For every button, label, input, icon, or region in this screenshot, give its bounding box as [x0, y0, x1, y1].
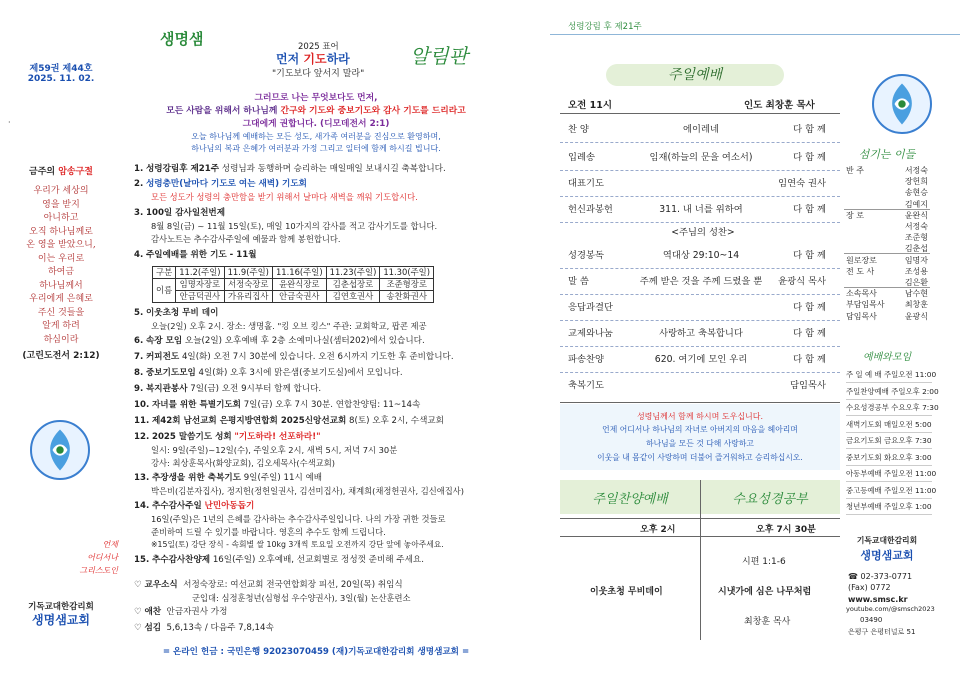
zip-code: 03490	[860, 616, 883, 624]
intro-line-1: 그러므로 나는 무엇보다도 먼저,	[254, 93, 378, 103]
service-title: 주일예배	[667, 67, 723, 83]
service-leader: 다 함 께	[793, 250, 826, 261]
server-row	[844, 299, 930, 310]
server-role: 부담임목사	[846, 300, 885, 310]
dashed-divider	[560, 268, 840, 269]
server-row	[844, 187, 930, 198]
service-leader: 다 함 께	[793, 328, 826, 339]
handwriting-slogan: 언제 어디서나 그리스도인	[79, 540, 118, 575]
church-logo-icon	[874, 76, 930, 132]
heart-icon: ♡	[134, 607, 142, 617]
issue-date: 2025. 11. 02.	[27, 74, 95, 84]
heart-icon: ♡	[134, 623, 142, 633]
service-leader: 임연숙 권사	[778, 178, 826, 189]
wednesday-time: 오후 7시 30분	[756, 525, 816, 535]
notice-item: 13. 추장생을 위한 축복기도 9일(주일) 11시 예배	[134, 473, 323, 483]
schedule-item: 주 일 예 배 주일오전 11:00	[846, 367, 932, 383]
server-row	[844, 243, 930, 254]
wednesday-content: 시냇가에 심은 나무처럼	[718, 587, 812, 597]
notice-item: 7. 커피전도 4일(화) 오전 7시 30분에 있습니다. 오전 6시까지 기도한 후 준비합니다.	[134, 352, 454, 362]
server-name: 장헌희	[904, 177, 928, 187]
motto: 먼저 기도하라	[276, 52, 350, 66]
service-leader: 다 함 께	[793, 302, 826, 313]
notice-sub: 16일(주일)은 1년의 은혜를 감사하는 추수감사주일입니다. 나의 가장 귀한 것들로	[151, 514, 446, 524]
notice-sub: 모든 성도가 성령의 충만함을 받기 위해서 날마다 새벽을 깨워 기도합시다.	[151, 192, 418, 202]
church-logo	[872, 74, 932, 134]
logo-text: 생명샘	[160, 30, 204, 48]
schedule-item: 아동부예배 주일오전 11:00	[846, 466, 932, 482]
dashed-divider	[560, 142, 840, 143]
table-row: 안금덕권사 가유리집사 안금숙권사 김연호권사 송찬화권사	[153, 291, 434, 303]
service-label: 헌신과봉헌	[568, 204, 613, 215]
service-row	[568, 244, 826, 268]
phone: ☎ 02-373-0771	[848, 572, 913, 581]
verse-line: 온 영을 받았으니,	[26, 240, 96, 250]
server-name: 조성용	[904, 266, 928, 276]
server-name: 서정숙	[904, 166, 928, 175]
prayer-schedule-table	[152, 266, 434, 303]
server-row	[844, 221, 930, 232]
dashed-divider	[560, 294, 840, 295]
verse-line: 우리가 세상의	[33, 186, 89, 196]
praise-time: 오후 2시	[640, 525, 676, 535]
praise-service-title: 주일찬양예배	[592, 492, 668, 507]
service-row	[568, 296, 826, 320]
notice-item: 1. 성령강림후 제21주 성령님과 동행하며 승리하는 매일매일 보내시길 축복합니다.	[134, 164, 446, 174]
server-role: 장 로	[846, 210, 864, 220]
server-role: 소속목사	[846, 289, 877, 299]
service-leader: 다 함 께	[793, 354, 826, 365]
server-name: 조준형	[904, 233, 928, 243]
verse-line: 이는 우리로	[37, 253, 85, 264]
notice-sub: 일시: 9일(주일)~12일(수), 주일오후 2시, 새벽 5시, 저녁 7시 30분	[151, 445, 398, 455]
service-row	[568, 374, 826, 398]
schedule-item: 중고등예배 주일오전 11:00	[846, 483, 932, 499]
server-role: 전 도 사	[846, 266, 875, 276]
service-leader: 인도 최창훈 목사	[744, 100, 815, 111]
notice-item: 6. 속장 모임 오늘(2일) 오후예배 후 2층 소예미나실(셈터202)에서 있습니다.	[134, 336, 425, 346]
service-label: 성경봉독	[568, 250, 604, 261]
wednesday-preacher: 최창훈 목사	[744, 617, 791, 627]
server-name: 남수현	[904, 289, 928, 299]
service-label: 축복기도	[568, 380, 604, 391]
server-name: 윤완식	[904, 210, 928, 220]
notice-sub: 8월 8일(금) ~ 11월 15일(토), 매일 10가지의 감사를 적고 감사기도를 합니다.	[151, 221, 438, 231]
intro-line-3: 그대에게 권합니다. (디모데전서 2:1)	[242, 119, 390, 129]
server-row	[844, 266, 930, 277]
table-row: 이름 임명자장로 서정숙장로 윤완식장로 김춘섭장로 조준형장로	[153, 279, 434, 291]
notice-item: 15. 추수감사찬양제 16일(주일) 오후예배, 선교회별로 정성껏 준비해 주세요.	[134, 555, 424, 565]
website-link[interactable]: www.smsc.kr	[848, 595, 908, 604]
schedule-item: 중보기도회 화요오후 3:00	[846, 450, 932, 466]
news-item: ♡ 애찬 안금자권사 가정	[134, 607, 228, 617]
notice-sub: 박은비(김분자집사), 정지헌(정헌일권사, 김선미집사), 채계희(채정헌권사, 김신애집사)	[151, 486, 465, 496]
church-logo	[30, 420, 90, 480]
motto-subtitle: "기도보다 앞서지 말라"	[272, 69, 365, 79]
verse-heading: 금주의 암송구절	[29, 167, 93, 177]
server-name: 윤광식	[904, 311, 928, 321]
church-name: 생명샘교회	[32, 613, 90, 627]
table-row: 구분 11.2(주일) 11.9(주일) 11.16(주일) 11.23(주일) 11.30(주일)	[153, 267, 434, 279]
service-item: 사랑하고 축복합니다	[659, 328, 743, 339]
server-row	[844, 199, 930, 210]
service-item: 주께 받은 것을 주께 드렸을 뿐	[639, 276, 763, 287]
server-name: 송현승	[904, 188, 928, 198]
church-org: 기독교대한감리회	[856, 536, 918, 545]
header-rule	[550, 34, 960, 35]
service-label: 대표기도	[568, 178, 604, 189]
verse-line: 영을 받지	[42, 199, 80, 210]
notice-item: 5. 이웃초청 무비 데이	[134, 308, 219, 318]
volume-number: 제59권 제44호	[29, 64, 93, 74]
blessing-line: 성령님께서 함께 하시며 도우십니다.	[636, 412, 764, 421]
notice-sub: 감사노트는 추수감사주일에 예물과 함께 봉헌합니다.	[151, 234, 341, 244]
verse-line: 하나님께서	[39, 280, 83, 291]
server-name: 임명자	[904, 255, 928, 265]
church-name: 생명샘교회	[860, 549, 914, 562]
server-name: 김춘섭	[904, 244, 928, 254]
notice-sub: 준비하여 드릴 수 있기를 바랍니다. 영혼의 추수도 함께 드립니다.	[151, 527, 386, 537]
memory-verse	[0, 185, 122, 347]
verse-line: 주신 것들을	[37, 307, 85, 318]
week-header: 성령강림 후 제21주	[568, 22, 642, 32]
news-sub: 군입대: 심정훈청년(심형섭 우수양권사), 3일(월) 논산훈련소	[192, 593, 411, 603]
bullet-mark: ·	[8, 118, 11, 127]
church-org: 기독교대한감리회	[28, 602, 94, 612]
server-row	[844, 165, 930, 176]
divider	[560, 518, 840, 519]
server-role: 원로장로	[846, 255, 877, 265]
online-offering: = 온라인 헌금 : 국민은행 92023070459 (재)기독교대한감리회 생명샘교회 =	[162, 647, 470, 657]
server-row	[844, 288, 930, 299]
notice-item: 2. 성령충만(날마다 기도로 여는 새벽) 기도회	[134, 179, 307, 189]
service-label: 응답과결단	[568, 302, 613, 313]
service-leader: 다 함 께	[793, 124, 826, 135]
blessing-line: 하나님을 모든 것 다해 사랑하고	[646, 439, 754, 448]
service-row	[568, 146, 826, 170]
server-role: 반 주	[846, 166, 864, 175]
worship-order-page	[550, 0, 960, 679]
server-row	[844, 176, 930, 187]
divider	[560, 536, 840, 537]
server-name: 최창훈	[904, 300, 928, 310]
intro-line-2: 모든 사람을 위해서 하나님께 간구와 기도와 중보기도와 감사 기도를 드리라고	[166, 106, 466, 116]
schedule-item: 새벽기도회 매일오전 5:00	[846, 417, 932, 433]
notice-item: 12. 2025 말씀기도 성회 "기도하라! 선포하라!"	[134, 432, 321, 442]
divider	[560, 113, 840, 114]
verse-line: 하심이라	[43, 334, 79, 345]
church-logo-icon	[32, 422, 88, 478]
heart-icon: ♡	[134, 580, 142, 590]
service-leader: 다 함 께	[793, 204, 826, 215]
notice-item: 9. 복지관봉사 7일(금) 오전 9시부터 함께 합니다.	[134, 384, 322, 394]
schedule-item: 수요성경공부 수요오후 7:30	[846, 400, 932, 416]
service-leader: 담임목사	[790, 380, 826, 391]
dashed-divider	[560, 346, 840, 347]
service-label: 말 씀	[568, 276, 589, 287]
service-item: 임재(하늘의 문을 여소서)	[649, 152, 753, 163]
schedule-item: 청년부예배 주일오후 1:00	[846, 499, 932, 515]
server-role: 담임목사	[846, 311, 877, 321]
praise-content: 이웃초청 무비데이	[590, 587, 663, 597]
service-leader: 다 함 께	[793, 152, 826, 163]
blessing-line: 언제 어디서나 하나님의 자녀로 아버지의 마음을 헤아리며	[602, 425, 798, 434]
verse-line: 아니하고	[43, 213, 79, 223]
service-row	[568, 198, 826, 222]
notice-sub: 강사: 최상훈목사(화양교회), 김오세목사(수색교회)	[151, 458, 335, 468]
left-column	[0, 0, 122, 679]
service-item: 311. 내 너를 위하여	[659, 204, 743, 215]
verse-line: 우리에게 은혜로	[29, 294, 93, 304]
dashed-divider	[560, 372, 840, 373]
fax: (Fax) 0772	[848, 583, 891, 592]
notice-item: 8. 중보기도모임 4일(화) 오후 3시에 맑은샘(중보기도실)에서 모입니다.	[134, 368, 403, 378]
year-label: 2025 표어	[298, 42, 339, 52]
schedule-item: 주일찬양예배 주일오후 2:00	[846, 384, 932, 400]
wednesday-study-title: 수요성경공부	[732, 492, 808, 507]
notice-item: 3. 100일 감사일천번제	[134, 208, 226, 218]
section-title: 알림판	[410, 44, 468, 68]
dashed-divider	[560, 196, 840, 197]
dashed-divider	[560, 320, 840, 321]
server-row	[844, 232, 930, 243]
verse-line: 오직 하나님께로	[29, 226, 93, 237]
service-row	[568, 118, 826, 142]
service-label: 파송찬양	[568, 354, 604, 365]
notice-board	[122, 0, 510, 679]
schedule-item: 금요기도회 금요오후 7:30	[846, 433, 932, 449]
service-row	[568, 348, 826, 372]
wednesday-verse: 시편 1:1-6	[742, 557, 786, 567]
server-name: 김은환	[904, 278, 928, 287]
notice-item: 4. 주일예배를 위한 기도 - 11월	[134, 250, 257, 260]
verse-line: 알게 하려	[42, 321, 80, 331]
service-time: 오전 11시	[568, 100, 613, 111]
servers-title: 섬기는 이들	[858, 148, 916, 161]
notice-item: 14. 추수감사주일 난민아동돕기	[134, 501, 255, 511]
divider	[560, 402, 840, 403]
notice-item: 10. 자녀를 위한 특별기도회 7일(금) 오후 7시 30분. 연합찬양팀: 11~14속	[134, 400, 421, 410]
service-item: 에이레네	[683, 124, 719, 135]
server-name: 김예지	[904, 199, 928, 209]
server-row	[844, 277, 930, 288]
welcome-line-2: 하나님의 복과 은혜가 여러분과 가정 그리고 일터에 함께 하시길 빕니다.	[191, 144, 441, 153]
service-row	[568, 172, 826, 196]
youtube-link[interactable]: youtube.com/@smsch2023	[846, 605, 935, 613]
news-item: ♡ 섬김 5,6,13속 / 다음주 7,8,14속	[134, 623, 274, 633]
dashed-divider	[560, 170, 840, 171]
verse-reference: (고린도전서 2:12)	[22, 351, 100, 361]
service-label: 입례송	[568, 152, 595, 163]
service-row	[568, 270, 826, 294]
notice-sub: ※15일(토) 강단 장식 - 속회별 쌀 10kg 3개씩 토요일 오전까지 강단 앞에 놓아주세요.	[151, 540, 444, 549]
service-row	[568, 322, 826, 346]
server-row	[844, 255, 930, 266]
service-item: <주님의 성찬>	[671, 227, 735, 238]
blessing-line: 이웃을 내 몸같이 사랑하며 더불어 즐거워하고 승리하십시오.	[597, 453, 803, 462]
schedule-title: 예배와모임	[862, 352, 912, 363]
server-name: 서정숙	[904, 222, 928, 231]
verse-line: 하여금	[47, 267, 75, 277]
service-item: 역대상 29:10~14	[662, 250, 740, 261]
service-label: 교제와나눔	[568, 328, 613, 339]
notice-sub: 오늘(2일) 오후 2시. 장소: 생명홀. "킹 오브 킹스" 주관: 교회학교, 팝콘 제공	[151, 321, 427, 331]
notice-item: 11. 제42회 남선교회 은평지방연합회 2025신앙선교회 8(토) 오후 2시, 수색교회	[134, 416, 444, 426]
address: 은평구 은평터널로 51	[848, 628, 916, 636]
server-row	[844, 311, 930, 322]
service-leader: 윤광식 목사	[778, 276, 826, 287]
welcome-line-1: 오늘 하나님께 예배하는 모든 성도, 새가족 여러분을 진심으로 환영하며,	[191, 132, 441, 141]
service-item: 620. 여기에 모인 우리	[654, 354, 748, 365]
server-row	[844, 210, 930, 221]
service-row	[568, 221, 818, 245]
news-item: ♡ 교우소식 서정숙장로: 여선교회 전국연합회장 피선, 20일(목) 취임식	[134, 580, 403, 590]
service-label: 찬 양	[568, 124, 589, 135]
